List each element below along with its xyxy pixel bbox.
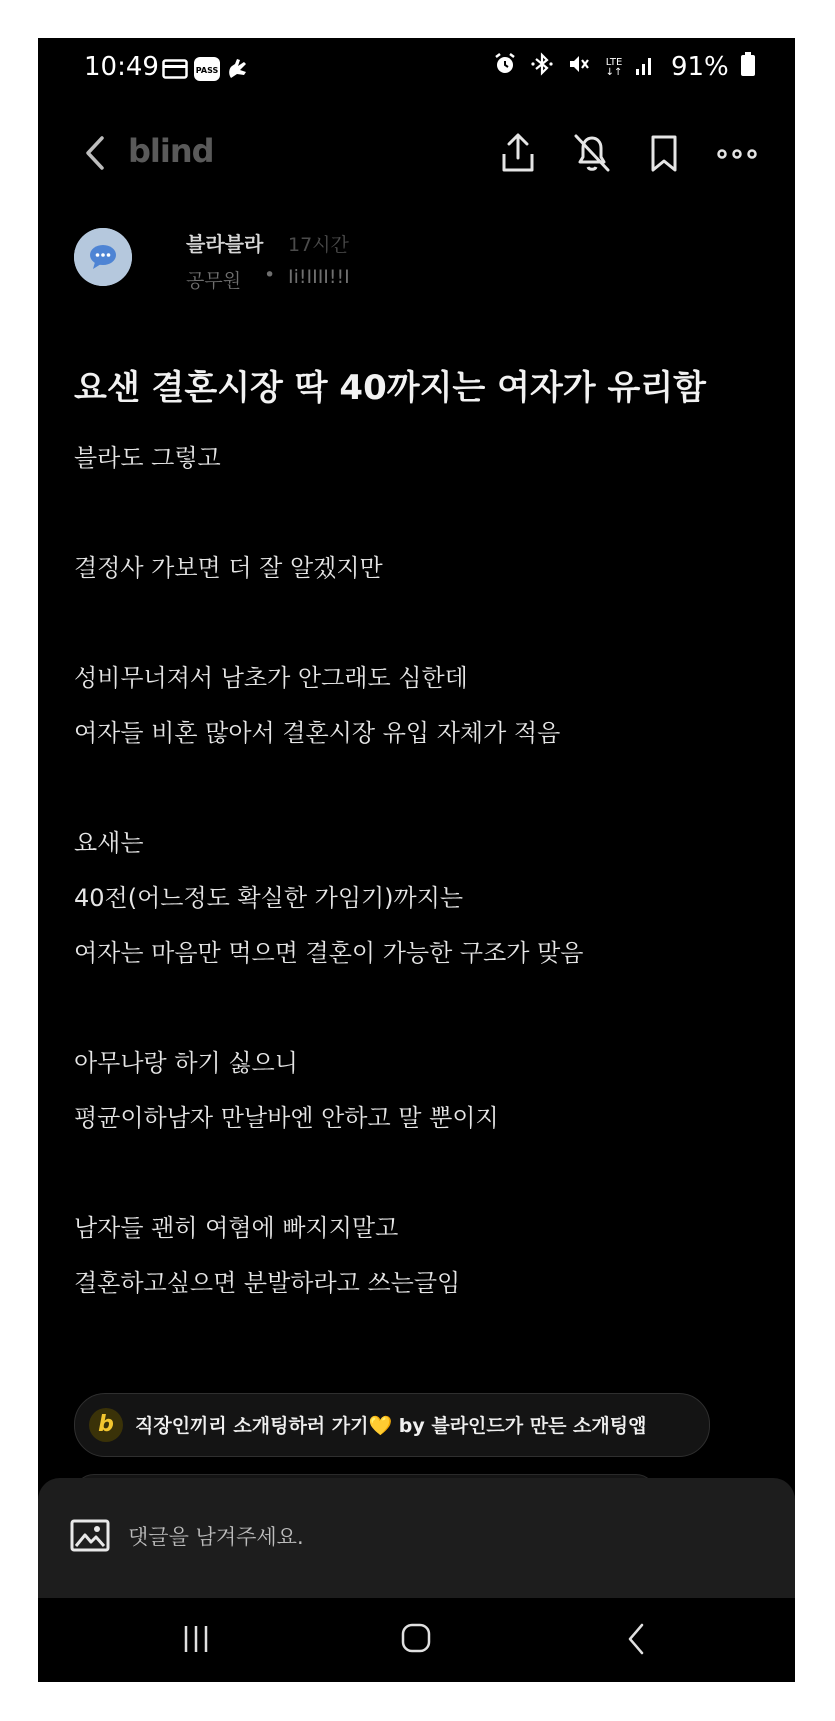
top-nav <box>38 118 795 188</box>
signal-icon <box>635 53 655 83</box>
author-name: 블라블라 <box>186 232 264 256</box>
recent-apps-button[interactable] <box>166 1614 226 1664</box>
battery-icon <box>741 52 755 83</box>
more-button[interactable] <box>714 130 760 176</box>
post-line: 성비무너져서 남초가 안그래도 심한데 <box>74 664 468 692</box>
post-time: 17시간 <box>288 234 349 256</box>
post-line: 40전(어느정도 확실한 가임기)까지는 <box>74 884 464 912</box>
status-time: 10:49 <box>84 52 159 82</box>
image-icon <box>70 1518 110 1554</box>
post-line: 아무나랑 하기 싫으니 <box>74 1049 298 1077</box>
blind-dating-icon: b <box>89 1408 123 1442</box>
mute-icon <box>567 52 591 83</box>
post-line: 평균이하남자 만날바엔 안하고 말 뿐이지 <box>74 1104 499 1132</box>
share-button[interactable] <box>496 130 540 176</box>
bell-off-icon <box>570 130 614 176</box>
attach-image-button[interactable] <box>70 1518 110 1554</box>
back-button[interactable] <box>76 130 116 176</box>
post-line: 결정사 가보면 더 잘 알겠지만 <box>74 554 383 582</box>
battery-percent: 91% <box>670 52 729 82</box>
post-line: 여자들 비혼 많아서 결혼시장 유입 자체가 적음 <box>74 719 561 747</box>
hand-icon <box>226 56 250 86</box>
card-icon <box>162 58 188 84</box>
lte-icon: LTE ↓↑ <box>605 56 623 78</box>
app-screen <box>38 38 795 1682</box>
post-line: 블라도 그렇고 <box>74 444 221 472</box>
promo-banner[interactable] <box>74 1393 710 1457</box>
author-company: 공무원 <box>186 270 242 292</box>
home-icon <box>386 1614 446 1664</box>
home-button[interactable] <box>386 1614 446 1664</box>
pass-icon <box>194 57 220 85</box>
promo-text: 직장인끼리 소개팅하러 가기💛 by 블라인드가 만든 소개팅앱 <box>135 1415 647 1437</box>
back-icon <box>76 130 116 176</box>
post-title: 요샌 결혼시장 딱 40까지는 여자가 유리함 <box>74 368 707 408</box>
lte-label: LTE <box>605 56 623 68</box>
comment-bar <box>38 1478 795 1598</box>
system-nav-bar <box>38 1598 795 1682</box>
author-nickname: Ii!IIII!!I <box>288 266 350 288</box>
bookmark-icon <box>642 130 686 176</box>
more-icon <box>714 130 760 176</box>
avatar[interactable] <box>74 228 132 286</box>
svg-text:PASS: PASS <box>195 66 219 75</box>
post-line: 여자는 마음만 먹으면 결혼이 가능한 구조가 맞음 <box>74 939 584 967</box>
alarm-icon <box>493 52 517 83</box>
chat-bubble-icon <box>74 228 132 286</box>
bookmark-button[interactable] <box>642 130 686 176</box>
post-line: 요새는 <box>74 829 144 857</box>
system-back-button[interactable] <box>606 1614 666 1664</box>
brand-logo: blind <box>128 132 214 170</box>
recent-apps-icon <box>166 1614 226 1664</box>
status-bar <box>38 38 795 106</box>
meta-separator: • <box>264 264 276 286</box>
notification-toggle-button[interactable] <box>570 130 614 176</box>
post-author[interactable] <box>74 224 754 304</box>
status-right-group <box>493 52 755 83</box>
bluetooth-icon <box>531 52 553 83</box>
system-back-icon <box>606 1614 666 1664</box>
post-line: 남자들 괜히 여혐에 빠지지말고 <box>74 1214 399 1242</box>
comment-input[interactable] <box>128 1518 728 1556</box>
share-icon <box>496 130 540 176</box>
post-line: 결혼하고싶으면 분발하라고 쓰는글임 <box>74 1269 461 1297</box>
